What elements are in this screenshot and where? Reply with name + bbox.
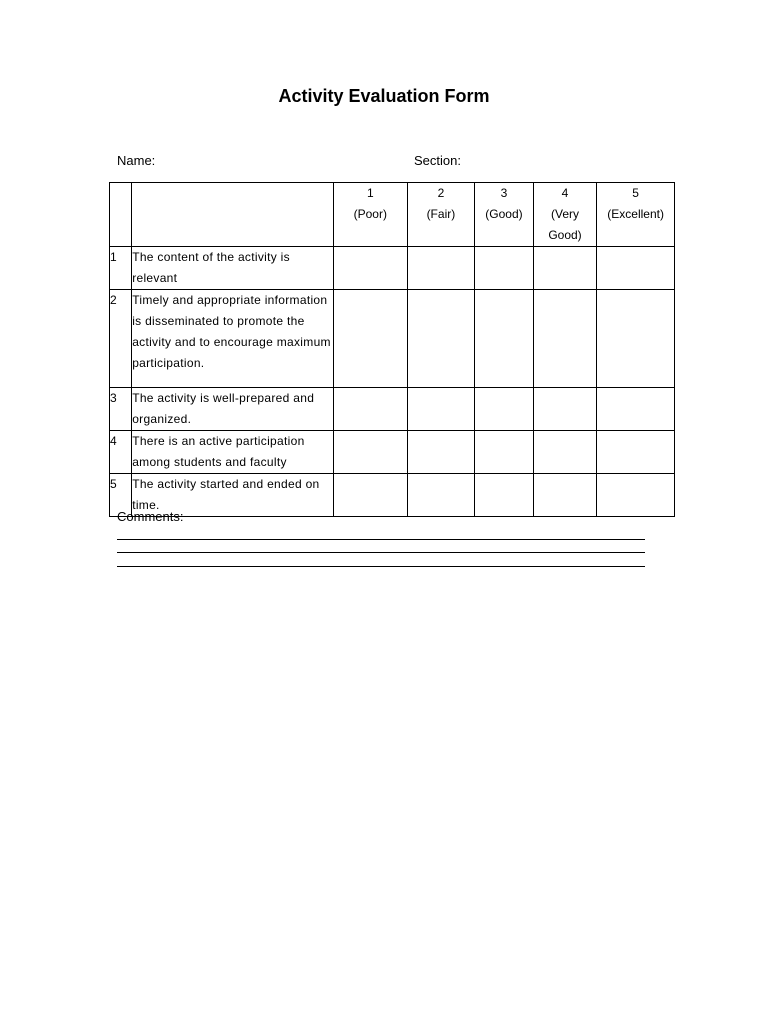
rating-cell-5[interactable] (597, 290, 675, 388)
evaluation-table (109, 182, 675, 517)
header-blank-num (110, 183, 132, 247)
rating-cell-3[interactable] (475, 388, 534, 431)
section-label: Section: (414, 153, 461, 168)
rating-number: 3 (500, 186, 508, 200)
rating-cell-3[interactable] (475, 431, 534, 474)
rating-label: (Fair) (426, 207, 456, 221)
rating-number: 4 (561, 186, 569, 200)
rating-label: (Poor) (353, 207, 387, 221)
rating-cell-2[interactable] (407, 431, 475, 474)
row-number: 3 (110, 388, 132, 431)
row-statement (132, 247, 334, 290)
rating-cell-4[interactable] (533, 431, 597, 474)
row-number: 5 (110, 474, 132, 517)
statement-text: The activity started and ended on time. (132, 477, 320, 512)
rating-cell-2[interactable] (407, 474, 475, 517)
rating-number: 2 (437, 186, 445, 200)
rating-cell-1[interactable] (333, 431, 407, 474)
rating-cell-1[interactable] (333, 290, 407, 388)
rating-number: 5 (632, 186, 639, 200)
rating-cell-5[interactable] (597, 247, 675, 290)
row-statement (132, 388, 334, 431)
rating-cell-5[interactable] (597, 431, 675, 474)
rating-cell-3[interactable] (475, 474, 534, 517)
rating-cell-1[interactable] (333, 388, 407, 431)
rating-cell-3[interactable] (475, 290, 534, 388)
comment-line-2[interactable] (117, 552, 645, 553)
rating-cell-4[interactable] (533, 290, 597, 388)
rating-cell-4[interactable] (533, 388, 597, 431)
rating-cell-3[interactable] (475, 247, 534, 290)
rating-cell-1[interactable] (333, 474, 407, 517)
row-number: 2 (110, 290, 132, 388)
rating-number: 1 (366, 186, 374, 200)
comment-line-1[interactable] (117, 539, 645, 540)
header-blank-statement (132, 183, 334, 247)
statement-text: There is an active participation among students and faculty (132, 434, 305, 469)
statement-text: The activity is well-prepared and organized. (132, 391, 315, 426)
form-title: Activity Evaluation Form (278, 86, 490, 106)
row-statement (132, 431, 334, 474)
rating-label: (Very Good) (548, 207, 582, 242)
comments-label: Comments: (117, 509, 184, 524)
rating-header-5 (597, 183, 675, 247)
rating-cell-2[interactable] (407, 388, 475, 431)
table-row (110, 290, 675, 388)
rating-cell-4[interactable] (533, 474, 597, 517)
table-row (110, 388, 675, 431)
statement-text: Timely and appropriate information is disseminated to promote the activity and to encourage maximum participation. (132, 293, 331, 370)
rating-cell-2[interactable] (407, 290, 475, 388)
rating-header-1 (333, 183, 407, 247)
comment-line-3[interactable] (117, 566, 645, 567)
table-row (110, 247, 675, 290)
table-header-row (110, 183, 675, 247)
rating-label: (Good) (485, 207, 523, 221)
rating-cell-5[interactable] (597, 474, 675, 517)
rating-header-4 (533, 183, 597, 247)
row-number: 1 (110, 247, 132, 290)
name-label: Name: (117, 153, 156, 168)
row-statement (132, 290, 334, 388)
rating-cell-1[interactable] (333, 247, 407, 290)
statement-text: The content of the activity is relevant (132, 250, 290, 285)
rating-header-2 (407, 183, 475, 247)
rating-header-3 (475, 183, 534, 247)
row-number: 4 (110, 431, 132, 474)
table-row (110, 474, 675, 517)
rating-label: (Excellent) (607, 207, 664, 221)
rating-cell-5[interactable] (597, 388, 675, 431)
rating-cell-2[interactable] (407, 247, 475, 290)
rating-cell-4[interactable] (533, 247, 597, 290)
table-row (110, 431, 675, 474)
